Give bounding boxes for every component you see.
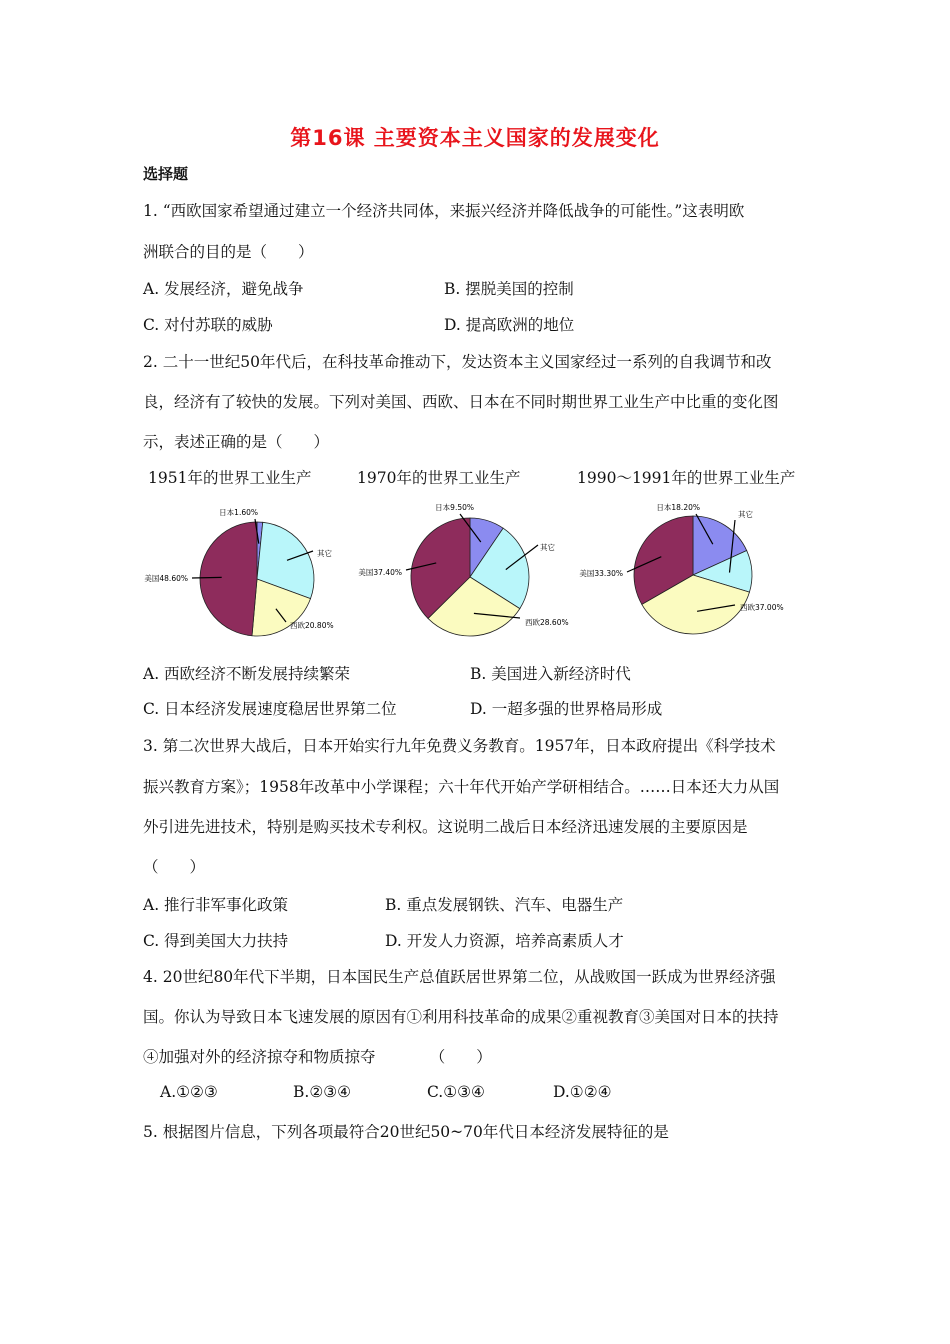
q4-option-c: C.①③④ xyxy=(427,1083,485,1101)
q4-line-3: ④加强对外的经济掠夺和物质掠夺 （ ） xyxy=(143,1048,492,1066)
q3-option-d: D. 开发人力资源，培养高素质人才 xyxy=(385,932,624,950)
chart-1990-title: 1990～1991年的世界工业生产 xyxy=(577,469,796,487)
pie-chart-1990 xyxy=(575,495,810,645)
pie-slice-label: 西欧37.00% xyxy=(740,603,784,612)
q2-line-3: 示，表述正确的是（ ） xyxy=(143,433,330,451)
q1-option-c: C. 对付苏联的威胁 xyxy=(143,316,273,334)
q4-option-a: A.①②③ xyxy=(160,1083,218,1101)
section-heading: 选择题 xyxy=(143,165,189,183)
q3-line-3: 外引进先进技术，特别是购买技术专利权。这说明二战后日本经济迅速发展的主要原因是 xyxy=(143,818,748,836)
q1-option-a: A. 发展经济，避免战争 xyxy=(143,280,304,298)
q1-option-b: B. 摆脱美国的控制 xyxy=(444,280,574,298)
pie-slice-label: 其它 xyxy=(317,549,332,558)
pie-slice-label: 其它 xyxy=(738,510,753,519)
pie-slice-label: 日本1.60% xyxy=(219,508,258,517)
chart-1970-title: 1970年的世界工业生产 xyxy=(357,469,521,487)
q3-option-a: A. 推行非军事化政策 xyxy=(143,896,289,914)
q4-option-d: D.①②④ xyxy=(553,1083,612,1101)
pie-slice-label: 西欧28.60% xyxy=(525,618,569,627)
q3-option-c: C. 得到美国大力扶持 xyxy=(143,932,289,950)
page-title: 第16课 主要资本主义国家的发展变化 xyxy=(290,126,660,150)
pie-leader-line xyxy=(192,577,222,578)
pie-slice-label: 日本18.20% xyxy=(656,503,700,512)
pie-slice xyxy=(200,522,257,636)
q1-line-1: 1. “西欧国家希望通过建立一个经济共同体，来振兴经济并降低战争的可能性。”这表明欧 xyxy=(143,202,745,220)
pie-slice-label: 美国37.40% xyxy=(358,568,402,577)
q2-option-a: A. 西欧经济不断发展持续繁荣 xyxy=(143,665,351,683)
q3-line-4: （ ） xyxy=(143,858,206,876)
pie-slice-label: 日本9.50% xyxy=(435,503,474,512)
pie-chart-1970 xyxy=(350,495,580,645)
q4-option-b: B.②③④ xyxy=(293,1083,352,1101)
chart-1951-title: 1951年的世界工业生产 xyxy=(148,469,312,487)
q4-line-1: 4. 20世纪80年代下半期，日本国民生产总值跃居世界第二位，从战败国一跃成为世界经济强 xyxy=(143,968,776,986)
pie-chart-1951 xyxy=(140,495,360,645)
q1-option-d: D. 提高欧洲的地位 xyxy=(444,316,575,334)
pie-slice-label: 美国33.30% xyxy=(579,569,623,578)
q5-line-1: 5. 根据图片信息，下列各项最符合20世纪50~70年代日本经济发展特征的是 xyxy=(143,1123,669,1141)
q2-option-c: C. 日本经济发展速度稳居世界第二位 xyxy=(143,700,397,718)
q2-option-b: B. 美国进入新经济时代 xyxy=(470,665,631,683)
q2-line-2: 良，经济有了较快的发展。下列对美国、西欧、日本在不同时期世界工业生产中比重的变化图 xyxy=(143,393,779,411)
q2-line-1: 2. 二十一世纪50年代后，在科技革命推动下，发达资本主义国家经过一系列的自我调节和改 xyxy=(143,353,772,371)
q3-line-1: 3. 第二次世界大战后，日本开始实行九年免费义务教育。1957年，日本政府提出《科学技术 xyxy=(143,737,776,755)
q1-line-2: 洲联合的目的是（ ） xyxy=(143,243,314,261)
pie-slice-label: 美国48.60% xyxy=(144,574,188,583)
q3-line-2: 振兴教育方案》；1958年改革中小学课程；六十年代开始产学研相结合。……日本还大力从国 xyxy=(143,778,780,796)
q3-option-b: B. 重点发展钢铁、汽车、电器生产 xyxy=(385,896,624,914)
q2-option-d: D. 一超多强的世界格局形成 xyxy=(470,700,663,718)
q4-line-2: 国。你认为导致日本飞速发展的原因有①利用科技革命的成果②重视教育③美国对日本的扶持 xyxy=(143,1008,779,1026)
pie-slice-label: 西欧20.80% xyxy=(290,621,334,630)
pie-slice-label: 其它 xyxy=(540,543,555,552)
